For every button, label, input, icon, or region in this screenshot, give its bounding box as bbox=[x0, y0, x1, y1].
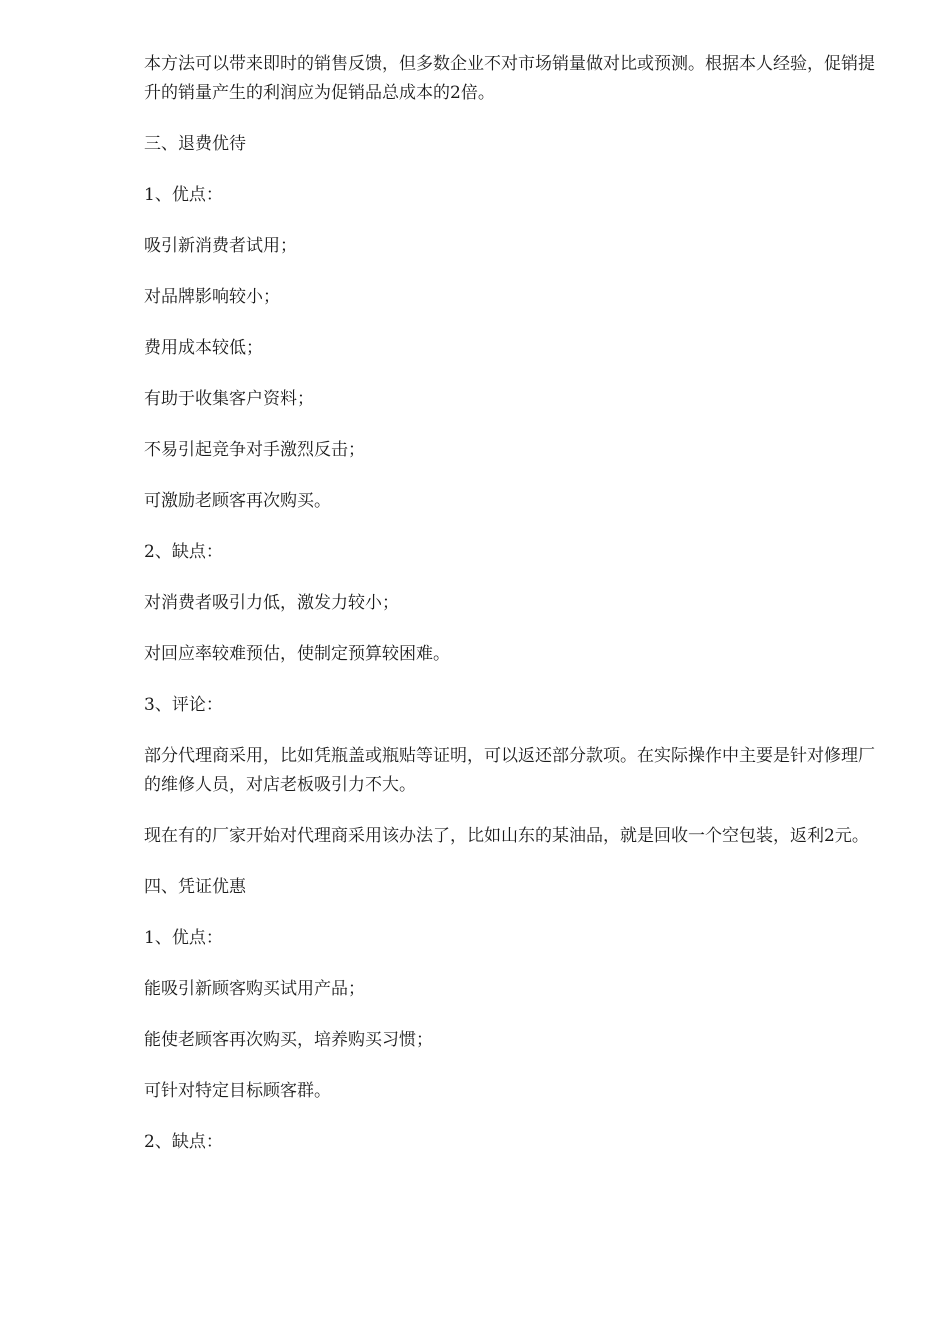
list-item: 吸引新消费者试用； bbox=[144, 236, 297, 256]
list-item: 有助于收集客户资料； bbox=[144, 389, 314, 409]
document-page bbox=[144, 50, 880, 1179]
paragraph-comment-2: 现在有的厂家开始对代理商采用该办法了，比如山东的某油品，就是回收一个空包装，返利2元。 bbox=[144, 826, 869, 846]
list-item: 可激励老顾客再次购买。 bbox=[144, 491, 331, 511]
list-item: 对回应率较难预估，使制定预算较困难。 bbox=[144, 644, 450, 664]
list-item: 能使老顾客再次购买，培养购买习惯； bbox=[144, 1030, 433, 1050]
list-item: 费用成本较低； bbox=[144, 338, 263, 358]
section-heading-refund: 三、退费优待 bbox=[144, 134, 246, 154]
subheading-advantages: 1、优点： bbox=[144, 185, 223, 205]
subheading-comments: 3、评论： bbox=[144, 695, 223, 715]
paragraph-comment-1: 部分代理商采用，比如凭瓶盖或瓶贴等证明，可以返还部分款项。在实际操作中主要是针对修理厂的维修人员，对店老板吸引力不大。 bbox=[144, 746, 875, 795]
list-item: 可针对特定目标顾客群。 bbox=[144, 1081, 331, 1101]
subheading-advantages: 1、优点： bbox=[144, 928, 223, 948]
list-item: 能吸引新顾客购买试用产品； bbox=[144, 979, 365, 999]
section-heading-voucher: 四、凭证优惠 bbox=[144, 877, 246, 897]
paragraph-intro: 本方法可以带来即时的销售反馈，但多数企业不对市场销量做对比或预测。根据本人经验，促销提升的销量产生的利润应为促销品总成本的2倍。 bbox=[144, 54, 875, 103]
list-item: 不易引起竞争对手激烈反击； bbox=[144, 440, 365, 460]
subheading-disadvantages: 2、缺点： bbox=[144, 542, 223, 562]
list-item: 对品牌影响较小； bbox=[144, 287, 280, 307]
list-item: 对消费者吸引力低，激发力较小； bbox=[144, 593, 399, 613]
subheading-disadvantages: 2、缺点： bbox=[144, 1132, 223, 1152]
